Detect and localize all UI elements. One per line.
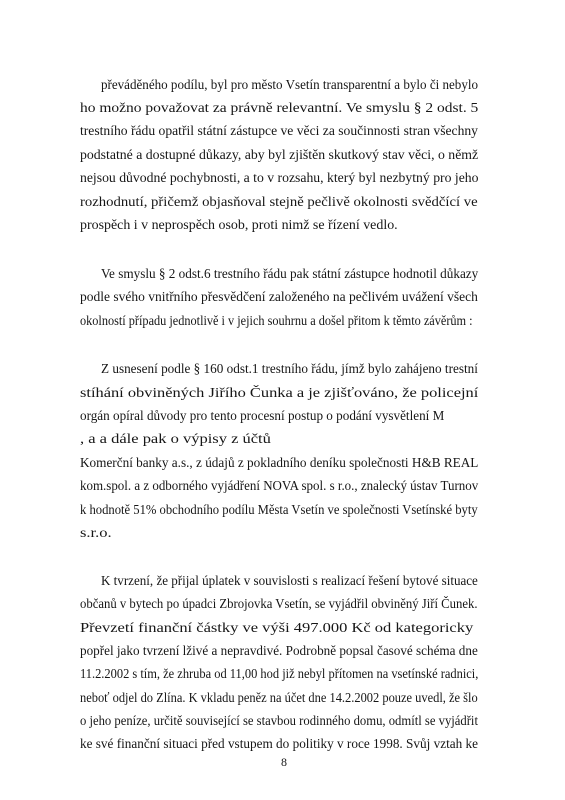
text-line: nejsou důvodné pochybnosti, a to v rozsahu, který byl nezbytný pro jeho xyxy=(80,170,479,185)
text-line: trestního řádu opatřil státní zástupce ve věci za součinnosti stran všechny xyxy=(80,123,478,138)
text-line: podstatné a dostupné důkazy, aby byl zjištěn skutkový stav věci, o němž xyxy=(80,147,479,162)
text-line: 11.2.2002 s tím, že zhruba od 11,00 hod již nebyl přítomen na vsetínské radnici, xyxy=(80,666,479,681)
text-line: orgán opíral důvody pro tento procesní postup o podání vysvětlení M xyxy=(80,408,445,423)
text-line: Ve smyslu § 2 odst.6 trestního řádu pak státní zástupce hodnotil důkazy xyxy=(101,266,479,281)
text-line: K tvrzení, že přijal úplatek v souvislosti s realizací řešení bytové situace xyxy=(101,573,478,588)
text-line: občanů v bytech po úpadci Zbrojovka Vsetín, se vyjádřil obviněný Jiří Čunek. xyxy=(80,596,478,611)
text-line: okolností případu jednotlivě i v jejich souhrnu a došel přitom k těmto závěrům : xyxy=(80,313,473,328)
text-line: k hodnotě 51% obchodního podílu Města Vsetín ve společnosti Vsetínské byty xyxy=(80,502,478,517)
text-line: kom.spol. a z odborného vyjádření NOVA spol. s r.o., znalecký ústav Turnov xyxy=(80,478,479,493)
text-line: ke své finanční situaci před vstupem do politiky v roce 1998. Svůj vztah ke xyxy=(80,736,479,751)
text-line: převáděného podílu, byl pro město Vsetín transparentní a bylo či nebylo xyxy=(101,77,479,92)
text-line: neboť odjel do Zlína. K vkladu peněz na účet dne 14.2.2002 pouze uvedl, že šlo xyxy=(80,690,478,705)
text-line: , a a dále pak o výpisy z účtů xyxy=(80,431,271,446)
text-line: s.r.o. xyxy=(80,525,112,540)
text-line: prospěch i v neprospěch osob, proti nimž se řízení vedlo. xyxy=(80,217,398,232)
page-number: 8 xyxy=(281,755,287,769)
text-line: podle svého vnitřního přesvědčení založeného na pečlivém uvážení všech xyxy=(80,289,478,304)
text-line: rozhodnutí, přičemž objasňoval stejně pečlivě okolnosti svědčící ve xyxy=(80,194,478,209)
text-line: Komerční banky a.s., z údajů z pokladního deníku společnosti H&B REAL xyxy=(80,455,479,470)
text-line: Z usnesení podle § 160 odst.1 trestního řádu, jímž bylo zahájeno trestní xyxy=(101,361,478,376)
text-line: o jeho peníze, určitě související se stavbou rodinného domu, odmítl se vyjádřit xyxy=(80,713,478,728)
text-line: Převzetí finanční částky ve výši 497.000 Kč od kategoricky xyxy=(80,620,474,635)
text-line: ho možno považovat za právně relevantní. Ve smyslu § 2 odst. 5 xyxy=(80,100,479,115)
text-line: stíhání obviněných Jiřího Čunka a je zjišťováno, že policejní xyxy=(80,385,479,400)
text-line: popřel jako tvrzení lživé a nepravdivé. Podrobně popsal časové schéma dne xyxy=(80,643,478,658)
